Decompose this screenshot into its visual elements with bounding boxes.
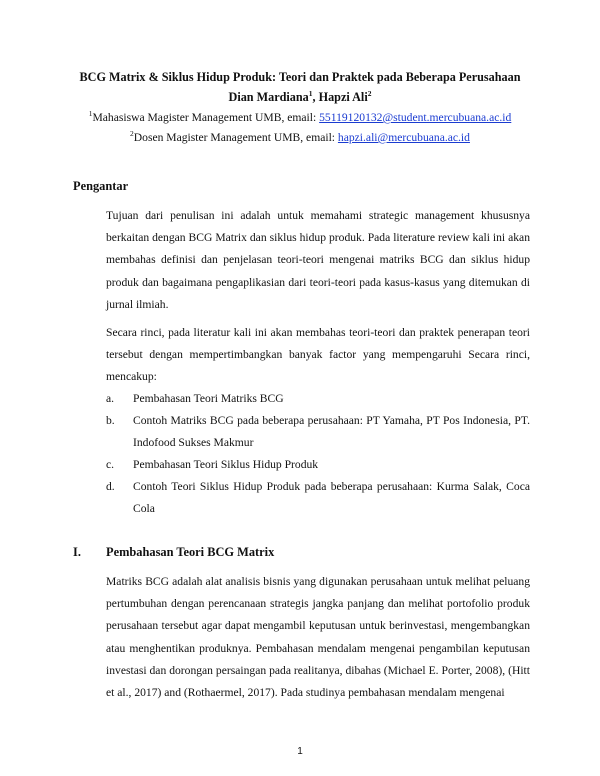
section-heading-pengantar: Pengantar bbox=[73, 179, 129, 193]
list-item-text: Contoh Matriks BCG pada beberapa perusahaan: PT Yamaha, PT Pos Indonesia, PT. Indofood Sukses Makmur bbox=[133, 414, 530, 449]
author-separator: , bbox=[312, 90, 319, 104]
section-number: I. bbox=[73, 545, 81, 559]
affiliation-1-text: Mahasiswa Magister Management UMB, email: bbox=[92, 111, 320, 124]
topic-list bbox=[106, 388, 530, 520]
list-item-text: Contoh Teori Siklus Hidup Produk pada beberapa perusahaan: Kurma Salak, Coca Cola bbox=[133, 480, 530, 515]
affiliation-2 bbox=[0, 131, 600, 144]
list-marker: a. bbox=[106, 392, 115, 405]
list-marker: b. bbox=[106, 414, 115, 427]
pengantar-paragraph-2: Secara rinci, pada literatur kali ini akan membahas teori-teori dan praktek penerapan teori tersebut dengan mempertimbangkan banyak factor yang mempengaruhi Secara rinci, mencakup: bbox=[106, 326, 530, 384]
author-2-sup: 2 bbox=[367, 88, 372, 98]
list-item bbox=[106, 454, 530, 476]
affiliation-1-email-link[interactable]: 55119120132@student.mercubuana.ac.id bbox=[319, 111, 512, 124]
list-item-text: Pembahasan Teori Matriks BCG bbox=[133, 392, 284, 405]
affiliation-1 bbox=[0, 111, 600, 124]
list-marker: c. bbox=[106, 458, 115, 471]
list-item bbox=[106, 476, 530, 520]
list-item-text: Pembahasan Teori Siklus Hidup Produk bbox=[133, 458, 319, 471]
paper-title: BCG Matrix & Siklus Hidup Produk: Teori dan Praktek pada Beberapa Perusahaan bbox=[79, 70, 521, 84]
list-marker: d. bbox=[106, 480, 115, 493]
list-item bbox=[106, 388, 530, 410]
affiliation-2-sup: 2 bbox=[130, 129, 134, 139]
bcg-paragraph: Matriks BCG adalah alat analisis bisnis yang digunakan perusahaan untuk melihat peluang pertumbuhan dengan perencanaan strategis jangka panjang dan melihat portofolio produk perusahaan tersebut agar dapat mengambil keputusan untuk berinvestasi, mengembangkan atau menghentikan produknya. Pembahasan mendalam mengenai pengambilan keputusan investasi dan dorongan persaingan pada realitanya, dibahas (Michael E. Porter, 2008), (Hitt et al., 2017) and (Rothaermel, 2017). Pada studinya pembahasan mendalam mengenai bbox=[106, 575, 530, 700]
pengantar-paragraph-1: Tujuan dari penulisan ini adalah untuk memahami strategic management khususnya berkaitan dengan BCG Matrix dan siklus hidup produk. Pada literature review kali ini akan membahas definisi dan penjelasan teori-teori mengenai matriks BCG dan siklus hidup produk dan bagaimana pengaplikasian dari teori-teori pada kasus-kasus yang ditemukan di jurnal ilmiah. bbox=[106, 209, 530, 311]
author-line bbox=[0, 90, 600, 105]
author-2: Hapzi Ali bbox=[318, 90, 368, 104]
page-number: 1 bbox=[297, 746, 303, 757]
affiliation-2-email-link[interactable]: hapzi.ali@mercubuana.ac.id bbox=[337, 131, 470, 144]
author-1: Dian Mardiana bbox=[228, 90, 309, 104]
affiliation-2-text: Dosen Magister Management UMB, email: bbox=[133, 131, 338, 144]
affiliation-1-sup: 1 bbox=[88, 109, 93, 119]
list-item bbox=[106, 410, 530, 454]
author-1-sup: 1 bbox=[308, 88, 313, 98]
section-heading-bcg: Pembahasan Teori BCG Matrix bbox=[106, 545, 275, 559]
